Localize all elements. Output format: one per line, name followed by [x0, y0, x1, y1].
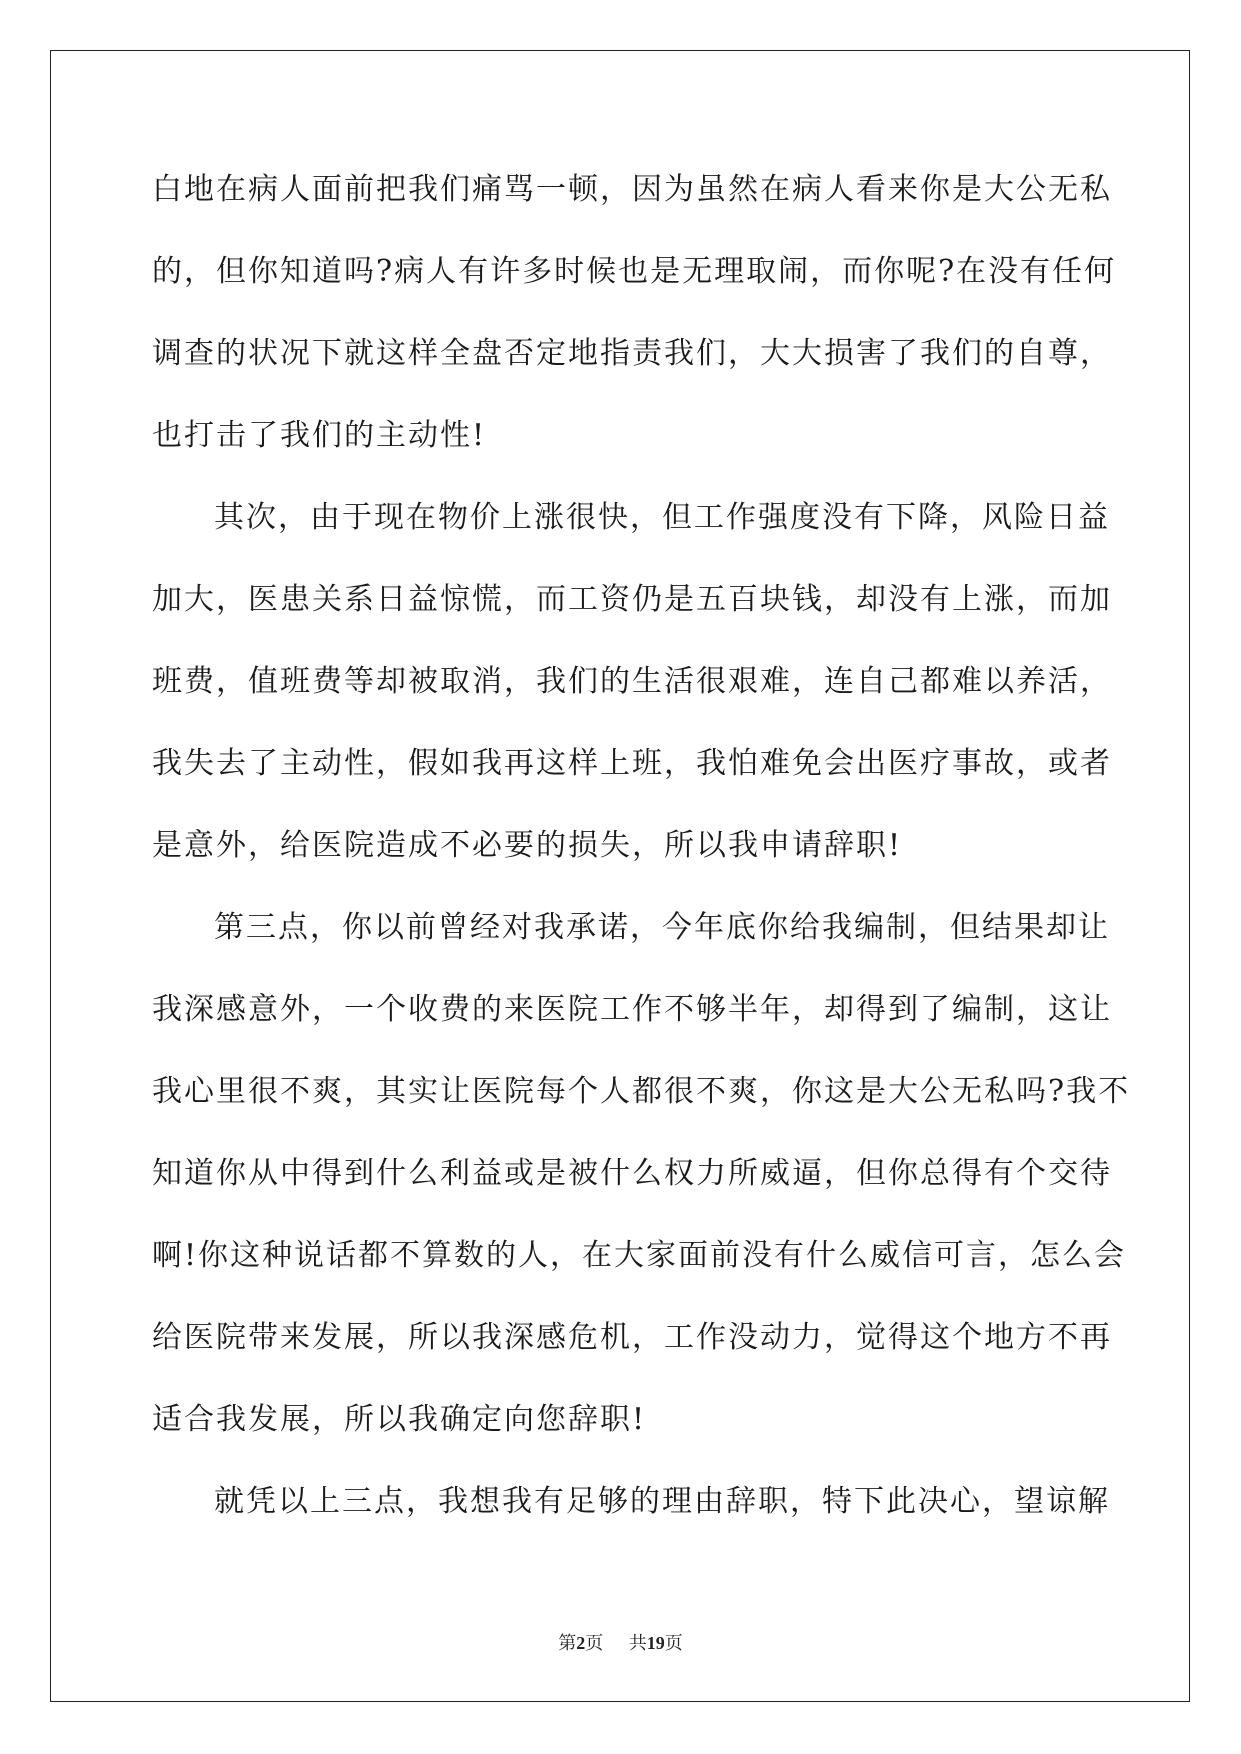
document-body	[152, 155, 1131, 1549]
page-footer	[0, 1629, 1241, 1655]
text-line: 是意外，给医院造成不必要的损失，所以我申请辞职!	[152, 828, 903, 863]
footer-page-number: 2	[576, 1633, 586, 1653]
footer-page-suffix: 页	[585, 1633, 604, 1654]
footer-total-suffix: 页	[664, 1633, 683, 1654]
footer-page-prefix: 第	[558, 1633, 577, 1654]
text-line: 我心里很不爽，其实让医院每个人都很不爽，你这是大公无私吗?我不	[152, 1074, 1131, 1109]
text-line: 就凭以上三点，我想我有足够的理由辞职，特下此决心，望谅解	[214, 1484, 1110, 1519]
text-line: 其次，由于现在物价上涨很快，但工作强度没有下降，风险日益	[214, 500, 1110, 535]
footer-total-prefix: 共	[628, 1633, 647, 1654]
text-line: 调查的状况下就这样全盘否定地指责我们，大大损害了我们的自尊，	[152, 336, 1112, 371]
text-line: 第三点，你以前曾经对我承诺，今年底你给我编制，但结果却让	[214, 910, 1110, 945]
text-line: 我失去了主动性，假如我再这样上班，我怕难免会出医疗事故，或者	[152, 746, 1112, 781]
footer-total-pages: 19	[646, 1633, 665, 1653]
text-line: 我深感意外，一个收费的来医院工作不够半年，却得到了编制，这让	[152, 992, 1112, 1027]
text-line: 白地在病人面前把我们痛骂一顿，因为虽然在病人看来你是大公无私	[152, 172, 1112, 207]
text-line: 适合我发展，所以我确定向您辞职!	[152, 1402, 647, 1437]
text-line: 也打击了我们的主动性!	[152, 418, 487, 453]
text-line: 的，但你知道吗?病人有许多时候也是无理取闹，而你呢?在没有任何	[152, 254, 1117, 289]
text-line: 知道你从中得到什么利益或是被什么权力所威逼，但你总得有个交待	[152, 1156, 1112, 1191]
text-line: 加大，医患关系日益惊慌，而工资仍是五百块钱，却没有上涨，而加	[152, 582, 1112, 617]
text-line: 给医院带来发展，所以我深感危机，工作没动力，觉得这个地方不再	[152, 1320, 1112, 1355]
text-line: 啊!你这种说话都不算数的人，在大家面前没有什么威信可言，怎么会	[152, 1238, 1127, 1273]
text-line: 班费，值班费等却被取消，我们的生活很艰难，连自己都难以养活，	[152, 664, 1112, 699]
